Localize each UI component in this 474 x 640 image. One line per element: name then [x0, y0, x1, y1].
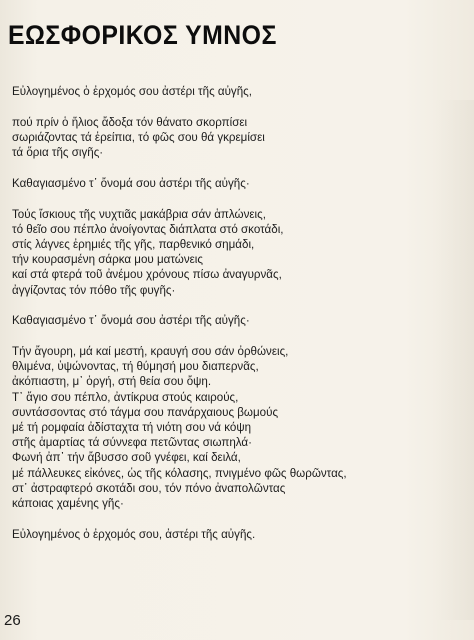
poem-line: Εὐλογημένος ὁ ἐρχομός σου, ἀστέρι τῆς αὐγῆς.	[12, 527, 256, 541]
poem-line: θλιμένα, ὑψώνοντας, τή θύμησή μου διαπερνᾶς,	[12, 360, 259, 374]
poem-line: Καθαγιασμένο τ᾽ ὄνομά σου ἀστέρι τῆς αὐγῆς·	[12, 314, 250, 328]
stanza-5	[12, 313, 467, 328]
stanza-4	[12, 207, 467, 298]
poem-line: πού πρίν ὁ ἥλιος ἄδοξα τόν θάνατο σκορπίσει	[12, 115, 248, 129]
stanza-7	[12, 527, 467, 542]
poem-line: σωριάζοντας τά ἐρείπια, τό φῶς σου θά γκρεμίσει	[12, 130, 265, 144]
poem-line: Εὐλογημένος ὁ ἐρχομός σου ἀστέρι τῆς αὐγῆς,	[12, 85, 252, 98]
stanza-1	[12, 84, 467, 99]
poem-line: τό θεῖο σου πέπλο ἀνοίγοντας διάπλατα στό σκοτάδι,	[12, 222, 284, 236]
poem-line: κάποιας χαμένης γῆς·	[12, 496, 124, 510]
poem-line: Φωνή ἀπ᾽ τήν ἄβυσσο σοῦ γνέφει, καί δειλά,	[12, 451, 241, 465]
poem-line: τήν κουρασμένη σάρκα μου ματώνεις	[12, 253, 203, 267]
poem-line: στίς λάγνες ἐρημιές τῆς γῆς, παρθενικό σημάδι,	[12, 237, 255, 251]
poem-line: τά ὅρια τῆς σιγῆς·	[12, 146, 104, 160]
poem-line: ἀγγίζοντας τόν πόθο τῆς φυγῆς·	[12, 283, 176, 297]
page-number: 26	[4, 612, 21, 629]
poem-line: μέ πάλλευκες εἰκόνες, ὡς τῆς κόλασης, πνιγμένο φῶς θωρῶντας,	[12, 466, 347, 480]
poem-line: καί στά φτερά τοῦ ἀνέμου χρόνους πίσω ἀναγυρνᾶς,	[12, 268, 282, 282]
stanza-6	[12, 344, 467, 511]
poem-line: στ᾽ ἀστραφτερό σκοτάδι σου, τόν πόνο ἀναπολῶντας	[12, 481, 286, 495]
poem-line: Τ᾽ ἅγιο σου πέπλο, ἀντίκρυα στούς καιρούς,	[12, 390, 239, 404]
poem-line: στῆς ἁμαρτίας τά σύννεφα πετῶντας σιωπηλά·	[12, 436, 252, 450]
poem-line: μέ τή ρομφαία ἀδίσταχτα τή νιότη σου νά κόψη	[12, 420, 252, 434]
stanza-2	[12, 115, 467, 161]
poem-line: Καθαγιασμένο τ᾽ ὄνομά σου ἀστέρι τῆς αὐγῆς·	[12, 176, 250, 190]
poem-title: ΕΩΣΦΟΡΙΚΟΣ ΥΜΝΟΣ	[8, 20, 277, 50]
poem-line: συντάσσοντας στό τάγμα σου πανάρχαιους βωμούς	[12, 405, 279, 419]
stanza-3	[12, 176, 467, 191]
poem-line: Τούς ἴσκιους τῆς νυχτιᾶς μακάβρια σάν ἁπλώνεις,	[12, 207, 266, 221]
poem-line: Τήν ἄγουρη, μά καί μεστή, κραυγή σου σάν ὀρθώνεις,	[12, 344, 289, 358]
poem-body	[12, 84, 467, 557]
poem-line: ἀκόπιαστη, μ᾽ ὀργή, στή θεία σου ὄψη.	[12, 375, 212, 389]
